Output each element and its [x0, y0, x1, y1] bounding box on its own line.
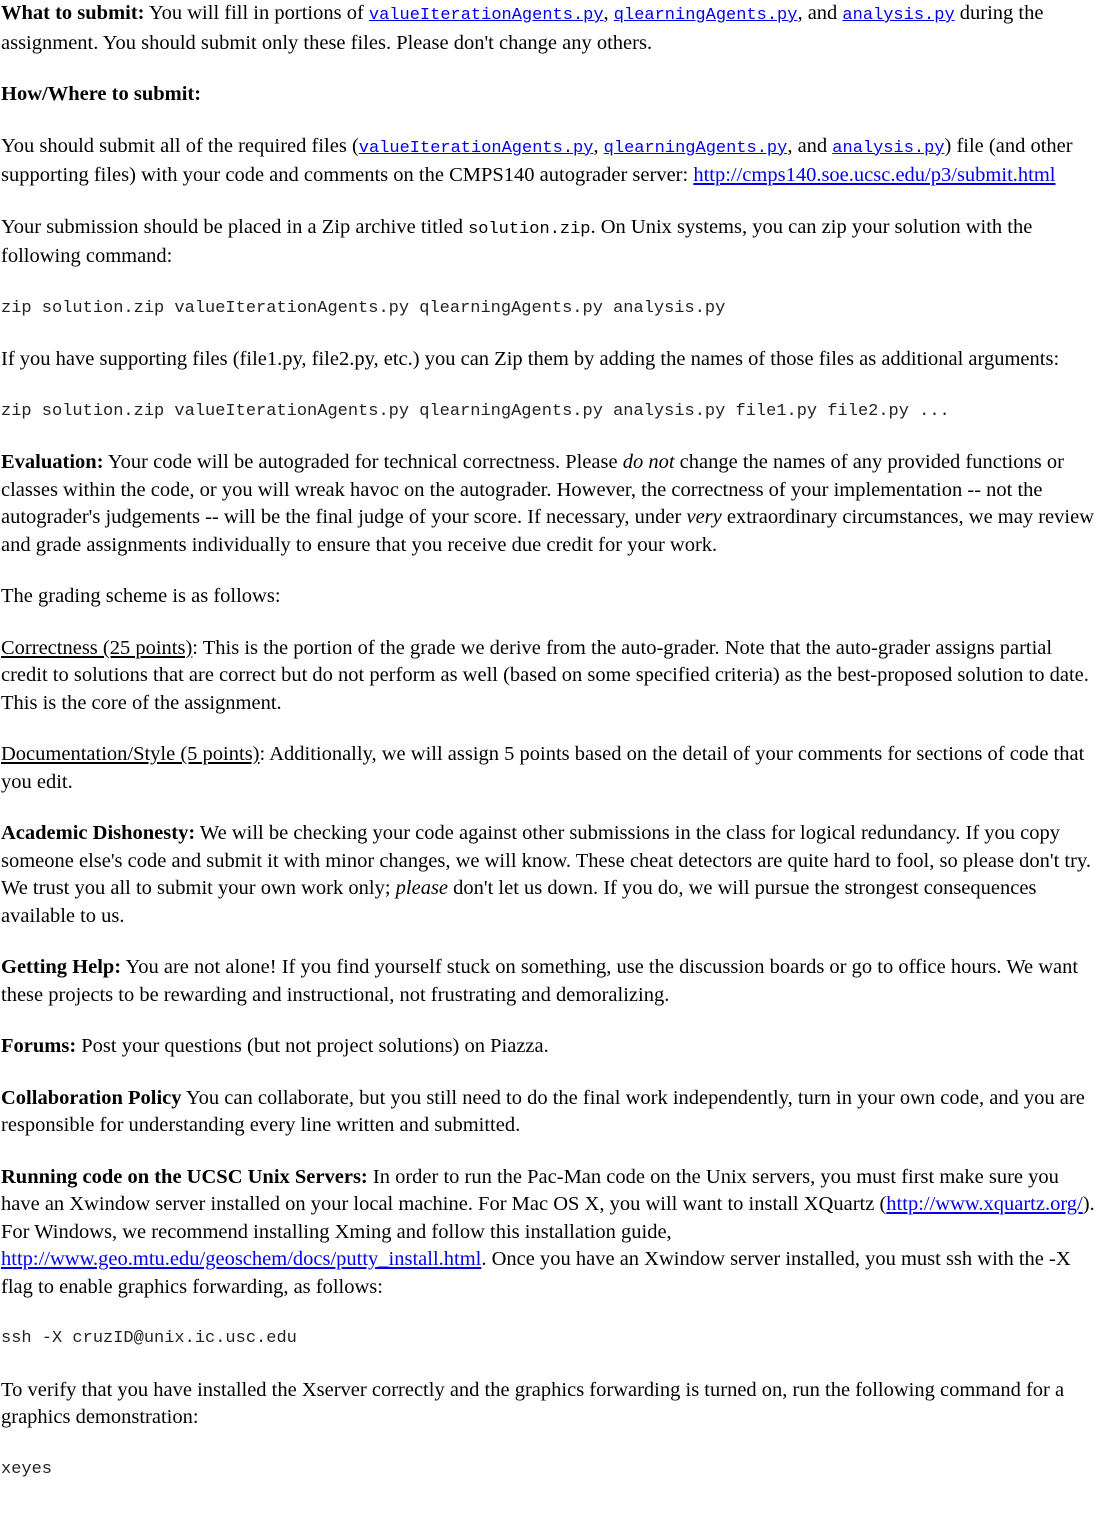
- verify-xserver-paragraph: To verify that you have installed the Xserver correctly and the graphics forwarding is turned on, run the following command for a graphics demonstration:: [1, 1378, 1065, 1428]
- zip-text: Your submission should be placed in a Zip archive titled: [1, 215, 469, 238]
- how-where-text-end: ) file (and other supporting files) with your code and comments on the CMPS140 autograder server:: [1, 134, 1073, 186]
- how-where-heading-text: How/Where to submit:: [1, 83, 202, 105]
- qlearning-agents-link[interactable]: qlearningAgents.py: [603, 138, 788, 158]
- unix-servers-text: In order to run the Pac-Man code on the Unix servers, you must first make sure you have an Xwindow server installed on your local machine. For Mac OS X, you will want to install XQuartz (: [1, 1165, 1059, 1215]
- forums-text: Post your questions (but not project solutions) on Piazza.: [76, 1035, 549, 1057]
- zip-archive-paragraph: [1, 214, 1100, 271]
- unix-servers-text-end: . Once you have an Xwindow server installed, you must ssh with the -X flag to enable graphics forwarding, as follows:: [1, 1248, 1071, 1298]
- collaboration-paragraph: [1, 1085, 1100, 1140]
- emphasis-do-not: do not: [622, 451, 675, 473]
- collaboration-label: Collaboration Policy: [1, 1086, 182, 1109]
- getting-help-paragraph: [1, 954, 1100, 1009]
- analysis-link[interactable]: analysis.py: [832, 138, 945, 158]
- separator: , and: [787, 134, 833, 157]
- correctness-text: : This is the portion of the grade we derive from the auto-grader. Note that the auto-grader assigns partial credit to solutions that are correct but do not perform as well (based on some specified criteria) as the best-proposed solution to date. This is the core of the assignment.: [1, 636, 1089, 714]
- supporting-files-paragraph: If you have supporting files (file1.py, file2.py, etc.) you can Zip them by adding the names of those files as additional arguments:: [1, 348, 1060, 370]
- what-to-submit-label: What to submit:: [1, 2, 145, 24]
- unix-servers-text-middle: ). For Windows, we recommend installing Xming and follow this installation guide,: [1, 1193, 1095, 1243]
- correctness-paragraph: [1, 635, 1100, 718]
- what-to-submit-paragraph: [1, 0, 1100, 57]
- forums-label: Forums:: [1, 1035, 77, 1057]
- unix-servers-paragraph: [1, 1164, 1100, 1302]
- grading-intro: The grading scheme is as follows:: [1, 585, 281, 607]
- separator: , and: [797, 2, 843, 24]
- putty-install-guide-link[interactable]: http://www.geo.mtu.edu/geoschem/docs/putty_install.html: [1, 1248, 482, 1270]
- qlearning-agents-link[interactable]: qlearningAgents.py: [613, 6, 798, 25]
- collaboration-text: You can collaborate, but you still need to do the final work independently, turn in your own code, and you are responsible for understanding every line written and submitted.: [1, 1086, 1085, 1136]
- academic-dishonesty-text: We will be checking your code against other submissions in the class for logical redundancy. If you copy someone else's code and submit it with minor changes, we will know. These cheat detectors are quite hard to fool, so please don't try. We trust you all to submit your own work only;: [1, 822, 1091, 899]
- emphasis-very: very: [686, 506, 722, 528]
- getting-help-label: Getting Help:: [1, 956, 122, 978]
- emphasis-please: please: [395, 877, 449, 899]
- zip-command: zip solution.zip valueIterationAgents.py qlearningAgents.py analysis.py: [1, 298, 726, 318]
- academic-dishonesty-text-end: don't let us down. If you do, we will pursue the strongest consequences available to us.: [1, 877, 1037, 927]
- zip-text-end: . On Unix systems, you can zip your solution with the following command:: [1, 215, 1033, 267]
- documentation-text: : Additionally, we will assign 5 points based on the detail of your comments for sections of code that you edit.: [1, 743, 1085, 793]
- separator: ,: [593, 134, 604, 157]
- archive-name: solution.zip: [468, 219, 591, 239]
- evaluation-text-end: extraordinary circumstances, we may review and grade assignments individually to ensure that you receive due credit for your work.: [1, 506, 1095, 556]
- what-to-submit-text-end: during the assignment. You should submit only these files. Please don't change any others.: [1, 2, 1044, 54]
- value-iteration-agents-link[interactable]: valueIterationAgents.py: [358, 138, 594, 158]
- separator: ,: [603, 2, 614, 24]
- value-iteration-agents-link[interactable]: valueIterationAgents.py: [368, 6, 604, 25]
- evaluation-paragraph: [1, 449, 1100, 559]
- what-to-submit-text: You will fill in portions of: [144, 2, 369, 24]
- evaluation-text: Your code will be autograded for technical correctness. Please: [103, 451, 623, 473]
- documentation-label: Documentation/Style (5 points): [1, 743, 260, 765]
- how-where-paragraph: [1, 133, 1100, 190]
- xeyes-command: xeyes: [1, 1459, 53, 1479]
- analysis-link[interactable]: analysis.py: [842, 6, 955, 25]
- correctness-label: Correctness (25 points): [1, 636, 193, 659]
- documentation-paragraph: [1, 741, 1100, 796]
- evaluation-text-middle: change the names of any provided functions or classes within the code, or you will wreak havoc on the autograder. However, the correctness of your implementation -- not the autograder's judgements -- will be the final judge of your score. If necessary, under: [1, 451, 1064, 528]
- ssh-command: ssh -X cruzID@unix.ic.usc.edu: [1, 1329, 297, 1348]
- xquartz-link[interactable]: http://www.xquartz.org/: [886, 1193, 1083, 1215]
- unix-servers-label: Running code on the UCSC Unix Servers:: [1, 1165, 368, 1188]
- evaluation-label: Evaluation:: [1, 451, 104, 473]
- getting-help-text: You are not alone! If you find yourself stuck on something, use the discussion boards or go to office hours. We want these projects to be rewarding and instructional, not frustrating and demoralizing.: [1, 956, 1079, 1006]
- how-where-text: You should submit all of the required files (: [1, 134, 359, 157]
- forums-paragraph: [1, 1033, 1100, 1061]
- how-where-heading: [1, 81, 1100, 109]
- academic-dishonesty-label: Academic Dishonesty:: [1, 822, 196, 844]
- academic-dishonesty-paragraph: [1, 820, 1100, 930]
- zip-command-with-extras: zip solution.zip valueIterationAgents.py qlearningAgents.py analysis.py file1.py file2.py ...: [1, 401, 950, 421]
- submit-server-link[interactable]: http://cmps140.soe.ucsc.edu/p3/submit.html: [693, 164, 1056, 186]
